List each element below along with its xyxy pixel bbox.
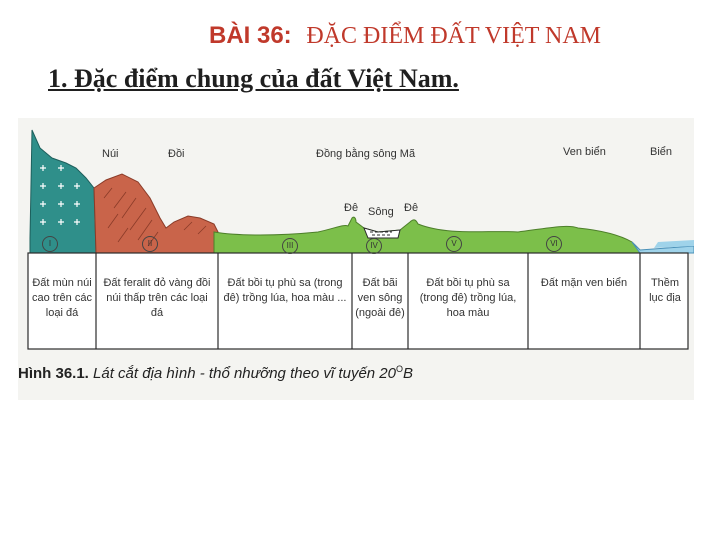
label-de-right: Đê — [404, 202, 419, 214]
soil-cell-6: Đất mặn ven biển — [540, 277, 628, 289]
section-heading-text: 1. Đặc điểm chung của đất Việt Nam. — [48, 64, 459, 93]
label-bien: Biển — [650, 146, 673, 158]
zone-marker-5: V — [446, 236, 462, 252]
figure-caption — [18, 364, 413, 382]
label-doi: Đồi — [168, 148, 185, 160]
plain-shape — [214, 217, 640, 253]
caption-text: Lát cắt địa hình - thổ nhưỡng theo vĩ tuyến 20 — [93, 365, 396, 382]
cross-section-illustration — [18, 118, 694, 400]
label-nui: Núi — [102, 148, 119, 160]
caption-number: Hình 36.1. — [18, 365, 89, 382]
label-song: Sông — [368, 206, 394, 218]
soil-cell-1: Đất mùn núi cao trên các loại đá — [32, 277, 92, 319]
zone-marker-2: II — [142, 236, 158, 252]
label-ven-bien: Ven biển — [563, 146, 606, 158]
lesson-title — [0, 22, 720, 50]
section-heading — [48, 64, 459, 94]
zone-marker-3: III — [282, 238, 298, 254]
zone-marker-6: VI — [546, 236, 562, 252]
lesson-number: BÀI 36: — [208, 22, 292, 49]
label-dong-bang: Đồng bằng sông Mã — [316, 148, 416, 160]
soil-cell-4: Đất bãi ven sông (ngoài đê) — [355, 277, 405, 319]
soil-cell-3: Đất bồi tụ phù sa (trong đê) trồng lúa, hoa màu ... — [223, 277, 347, 304]
soil-cell-2: Đất feralit đỏ vàng đồi núi thấp trên các loại đá — [103, 277, 211, 319]
river-shape — [364, 228, 400, 238]
mountain-shape — [30, 130, 96, 253]
lesson-name: ĐẶC ĐIỂM ĐẤT VIỆT NAM — [306, 23, 602, 49]
soil-cell-7: Thềm lục địa — [649, 277, 681, 304]
soil-cell-5: Đất bồi tụ phù sa (trong đê) trồng lúa, hoa màu — [419, 277, 517, 319]
caption-sup: O — [395, 364, 403, 374]
terrain-soil-figure — [18, 118, 694, 400]
zone-marker-4: IV — [366, 238, 382, 254]
caption-end: B — [403, 365, 414, 382]
zone-marker-1: I — [42, 236, 58, 252]
label-de-left: Đê — [344, 202, 359, 214]
